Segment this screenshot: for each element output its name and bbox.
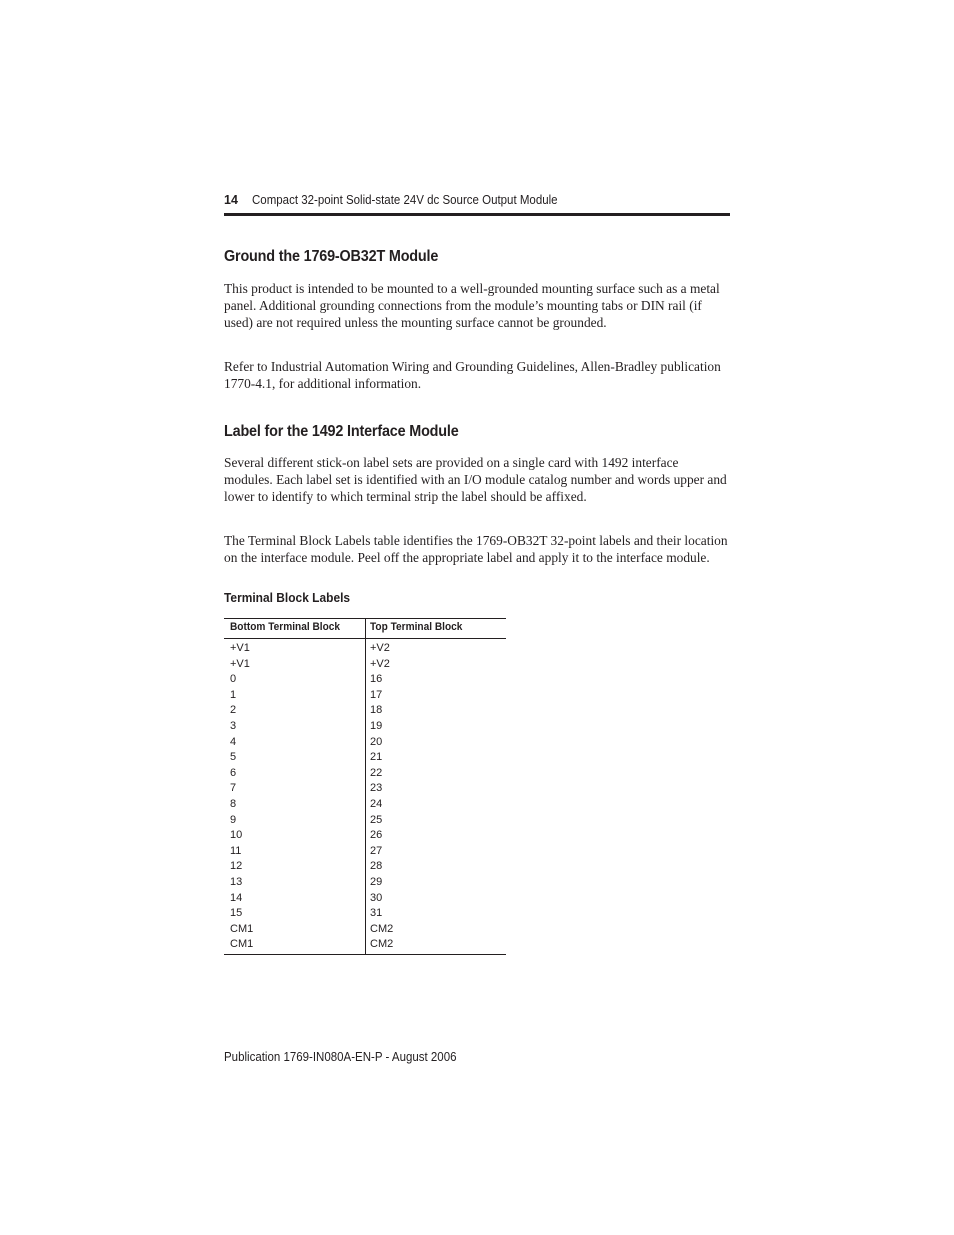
cell-bottom-terminal: +V1 xyxy=(230,642,250,654)
page-number: 14 xyxy=(224,193,238,207)
table-row xyxy=(224,672,506,688)
cell-bottom-terminal: 5 xyxy=(230,751,237,764)
cell-bottom-terminal: 8 xyxy=(230,797,237,810)
cell-top-terminal: 23 xyxy=(370,782,383,795)
cell-bottom-terminal: +V1 xyxy=(230,657,250,670)
table-row xyxy=(224,641,506,657)
cell-top-terminal: 27 xyxy=(370,844,383,857)
table-row xyxy=(224,657,506,673)
table-row xyxy=(224,797,506,813)
table-row xyxy=(224,859,506,875)
cell-bottom-terminal: CM1 xyxy=(230,922,254,935)
cell-top-terminal: 18 xyxy=(370,704,383,717)
cell-bottom-terminal: 4 xyxy=(230,735,237,748)
table-row xyxy=(224,703,506,719)
cell-top-terminal: 16 xyxy=(370,673,383,686)
column-header-bottom: Bottom Terminal Block xyxy=(230,621,341,633)
cell-bottom-terminal: 11 xyxy=(230,844,242,857)
table-row xyxy=(224,735,506,751)
table-row xyxy=(224,875,506,891)
cell-bottom-terminal: 6 xyxy=(230,766,237,779)
cell-top-terminal: 26 xyxy=(370,829,383,842)
cell-top-terminal: CM2 xyxy=(370,938,394,951)
cell-bottom-terminal: 3 xyxy=(230,719,237,732)
table-body xyxy=(224,641,506,953)
table-bottom-rule xyxy=(224,954,506,955)
cell-top-terminal: +V2 xyxy=(370,657,390,670)
cell-bottom-terminal: 10 xyxy=(230,829,243,842)
cell-top-terminal: 22 xyxy=(370,766,383,779)
cell-top-terminal: 25 xyxy=(370,813,383,826)
section-heading-ground: Ground the 1769-OB32T Module xyxy=(224,248,439,265)
table-row xyxy=(224,766,506,782)
publication-footer: Publication 1769-IN080A-EN-P - August 2006 xyxy=(224,1050,457,1064)
label-paragraph-1: Several different stick-on label sets are provided on a single card with 1492 interface modules. Each label set is identified with an I/O module catalog number and words upper and lower to identify to which terminal strip the label should be affixed. xyxy=(224,455,727,505)
cell-top-terminal: CM2 xyxy=(370,922,394,935)
table-row xyxy=(224,891,506,907)
table-row xyxy=(224,906,506,922)
running-title: Compact 32-point Solid-state 24V dc Source Output Module xyxy=(252,193,558,207)
cell-top-terminal: 17 xyxy=(370,688,383,701)
cell-bottom-terminal: 0 xyxy=(230,673,237,686)
cell-top-terminal: +V2 xyxy=(370,642,390,654)
cell-bottom-terminal: 2 xyxy=(230,704,237,717)
column-header-top: Top Terminal Block xyxy=(370,621,463,633)
table-row xyxy=(224,719,506,735)
table-row xyxy=(224,937,506,953)
cell-top-terminal: 28 xyxy=(370,860,383,873)
section-heading-label: Label for the 1492 Interface Module xyxy=(224,423,459,440)
cell-bottom-terminal: 14 xyxy=(230,891,243,904)
cell-top-terminal: 24 xyxy=(370,797,383,810)
cell-top-terminal: 29 xyxy=(370,875,383,888)
table-row xyxy=(224,844,506,860)
cell-bottom-terminal: 7 xyxy=(230,782,237,795)
running-header xyxy=(224,192,730,218)
ground-paragraph-2: Refer to Industrial Automation Wiring and Grounding Guidelines, Allen-Bradley publication 1770-4.1, for additional information. xyxy=(224,359,721,392)
table-row xyxy=(224,750,506,766)
cell-bottom-terminal: 15 xyxy=(230,907,243,920)
ground-paragraph-1: This product is intended to be mounted to a well-grounded mounting surface such as a metal panel. Additional grounding connections from the module’s mounting tabs or DIN rail (if used) are not required unless the mounting surface cannot be grounded. xyxy=(224,281,720,331)
cell-bottom-terminal: 12 xyxy=(230,860,243,873)
cell-bottom-terminal: 9 xyxy=(230,813,237,826)
table-row xyxy=(224,688,506,704)
cell-top-terminal: 30 xyxy=(370,891,383,904)
cell-bottom-terminal: 1 xyxy=(230,688,237,701)
cell-top-terminal: 20 xyxy=(370,735,383,748)
cell-top-terminal: 21 xyxy=(370,751,383,764)
cell-bottom-terminal: 13 xyxy=(230,875,243,888)
header-rule xyxy=(224,213,730,216)
table-caption: Terminal Block Labels xyxy=(224,590,351,605)
cell-top-terminal: 19 xyxy=(370,719,383,732)
cell-bottom-terminal: CM1 xyxy=(230,938,254,951)
cell-top-terminal: 31 xyxy=(370,907,383,920)
table-row xyxy=(224,813,506,829)
label-paragraph-2: The Terminal Block Labels table identifies the 1769-OB32T 32-point labels and their location on the interface module. Peel off the appropriate label and apply it to the interface module. xyxy=(224,533,728,566)
table-row xyxy=(224,828,506,844)
table-row xyxy=(224,781,506,797)
table-row xyxy=(224,922,506,938)
